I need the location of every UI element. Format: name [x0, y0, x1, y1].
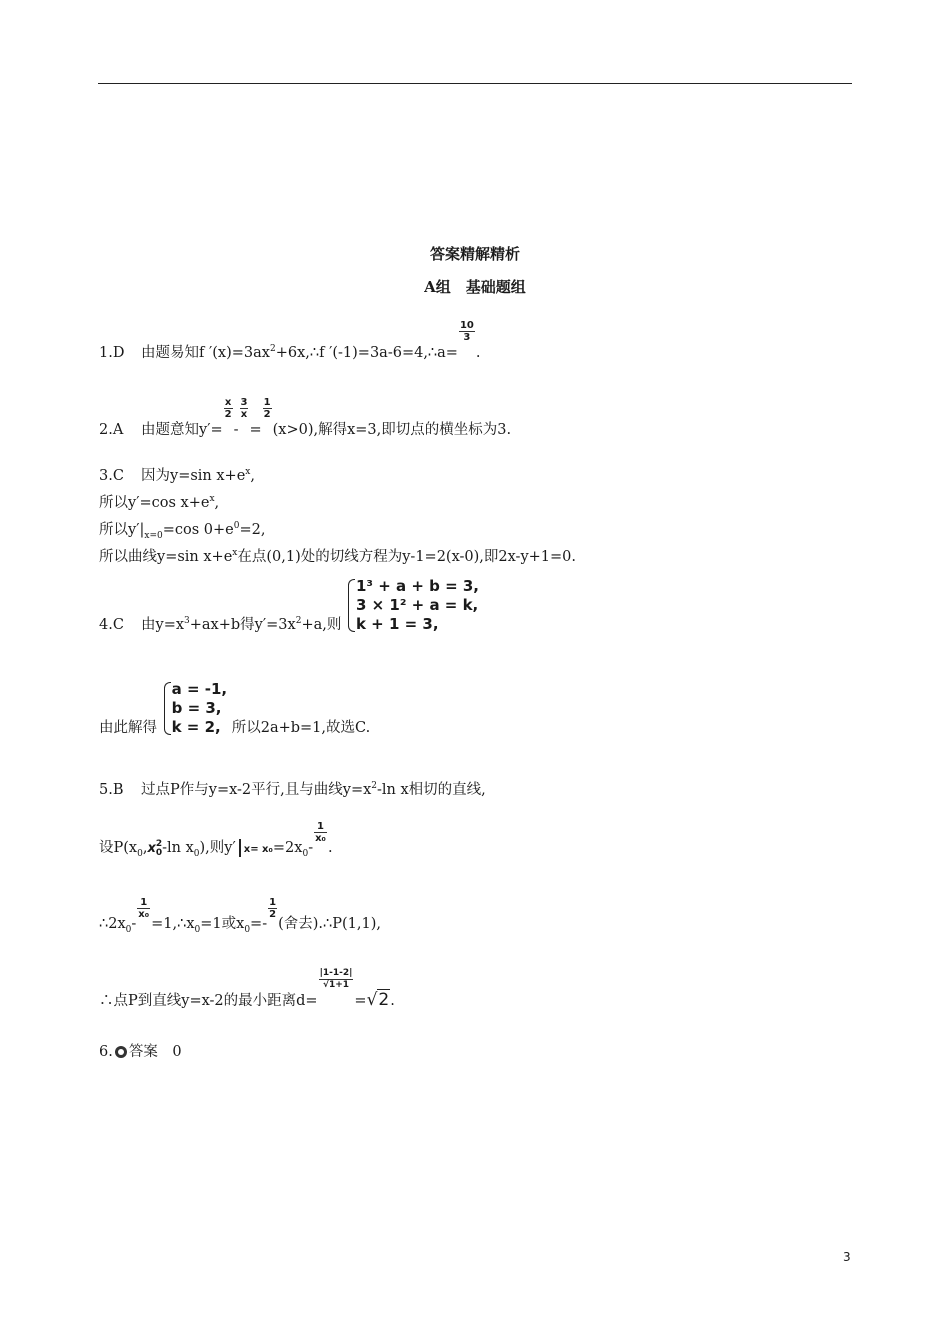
- superscript: 2: [295, 616, 302, 627]
- operator: -: [308, 840, 314, 856]
- subscript: 0: [193, 848, 200, 859]
- denominator: √1+1: [322, 979, 350, 990]
- evaluation-subscript: x= x₀: [243, 844, 273, 855]
- answer-text: =-: [250, 916, 268, 932]
- operator: -: [233, 422, 239, 438]
- denominator: x₀: [138, 908, 150, 920]
- numerator: 1: [269, 896, 277, 908]
- answer-text: =cos 0+e: [162, 522, 234, 538]
- denominator: x: [240, 408, 248, 420]
- answer-5-line-2: [99, 820, 333, 860]
- answer-text: +a,则: [301, 617, 342, 633]
- denominator: x₀: [315, 832, 326, 844]
- answer-text: 所以y′|: [99, 522, 145, 538]
- subscript: 0: [125, 924, 132, 935]
- answer-text: ,: [142, 840, 148, 856]
- answer-text: +ax+b得y′=3x: [189, 617, 296, 633]
- answer-value: 0: [172, 1044, 182, 1060]
- superscript: 2: [269, 344, 276, 355]
- numerator: |1-1-2|: [319, 967, 353, 978]
- answer-text: .: [475, 345, 481, 361]
- answer-5-line-4: [99, 967, 395, 1013]
- answer-text: =1,∴x: [151, 916, 195, 932]
- fraction: [268, 897, 277, 920]
- answer-text: ∴2x: [99, 916, 126, 932]
- answer-text: .: [390, 993, 395, 1009]
- answer-5-line-3: [99, 896, 381, 936]
- fraction: [263, 397, 272, 420]
- answer-text: .: [327, 840, 333, 856]
- answer-number: 2.A: [99, 422, 124, 438]
- equation: 3 × 1² + a = k,: [355, 596, 479, 614]
- answer-text: =2x: [272, 840, 303, 856]
- answer-text: =1或x: [200, 916, 245, 932]
- numerator: 1: [314, 821, 327, 833]
- subscript: x=0: [144, 530, 163, 541]
- equation: a = -1,: [171, 680, 228, 698]
- answer-number: 1.D: [99, 345, 125, 361]
- radical-sign: √: [366, 990, 378, 1010]
- answer-text: -ln x: [162, 840, 194, 856]
- answer-text: 因为y=sin x+e: [141, 468, 246, 484]
- equation: b = 3,: [171, 699, 222, 717]
- answer-3-line-3: [99, 518, 265, 541]
- answer-3-line-1: [99, 464, 255, 485]
- superscript: x: [245, 467, 251, 478]
- answer-text: 由题意知y′=: [141, 422, 223, 438]
- variable: x: [147, 841, 156, 856]
- page-title: 答案精解精析: [429, 245, 520, 263]
- solution-system: [162, 680, 228, 737]
- answer-text: ,: [214, 495, 220, 511]
- denominator: 2: [263, 408, 271, 420]
- math-term: [147, 838, 163, 858]
- equation: 1³ + a + b = 3,: [355, 577, 480, 595]
- answer-1: [99, 319, 481, 365]
- fraction: [319, 968, 354, 991]
- superscript: 3: [184, 616, 190, 627]
- superscript: 2: [155, 838, 163, 849]
- answer-text: +6x,∴f ′(-1)=3a-6=4,∴a=: [275, 345, 458, 361]
- equation: k = 2,: [171, 718, 221, 736]
- answer-text: 所以曲线y=sin x+e: [99, 549, 233, 565]
- answer-5-line-1: [99, 778, 486, 799]
- answer-text: 过点P作与y=x-2平行,且与曲线y=x: [141, 782, 372, 798]
- page-number: 3: [843, 1250, 851, 1264]
- answer-4-line-1: [99, 577, 479, 634]
- fraction: [224, 397, 233, 420]
- answer-text: ),则y′: [199, 840, 236, 856]
- section-title: A组 基础题组: [424, 278, 526, 296]
- answer-4-line-2: [99, 680, 370, 737]
- superscript: 2: [371, 781, 378, 792]
- subscript: 0: [244, 924, 251, 935]
- numerator: 1: [137, 897, 150, 909]
- fraction: [240, 397, 249, 420]
- denominator: 2: [269, 908, 277, 920]
- denominator: 2: [224, 408, 232, 420]
- answer-number: 3.C: [99, 468, 124, 484]
- numerator: x: [224, 396, 232, 408]
- answer-text: (x>0),解得x=3,即切点的横坐标为3.: [272, 422, 512, 438]
- answer-text: 由此解得: [99, 720, 157, 736]
- answer-6: [99, 1040, 182, 1061]
- answer-text: 在点(0,1)处的切线方程为y-1=2(x-0),即2x-y+1=0.: [237, 549, 576, 565]
- answer-text: -ln x相切的直线,: [377, 782, 486, 798]
- radicand: 2: [378, 990, 390, 1010]
- square-root: [367, 989, 391, 1010]
- answer-text: 所以y′=cos x+e: [99, 495, 210, 511]
- subscript: 0: [137, 848, 143, 859]
- equation-system: [346, 577, 479, 634]
- answer-number: 5.B: [99, 782, 124, 798]
- superscript: 0: [233, 521, 240, 532]
- answer-text: ∴点P到直线y=x-2的最小距离d=: [99, 993, 318, 1009]
- answer-text: ,: [250, 468, 255, 484]
- answer-text: (舍去).∴P(1,1),: [278, 916, 381, 932]
- answer-text: 设P(x: [99, 840, 138, 856]
- answer-2: [99, 396, 512, 442]
- operator: -: [131, 916, 137, 932]
- fraction: [314, 821, 327, 844]
- answer-number: 4.C: [99, 617, 124, 633]
- answer-text: =2,: [239, 522, 266, 538]
- evaluation-bar: [239, 839, 241, 857]
- operator: =: [354, 993, 367, 1009]
- answer-text: 由题易知f ′(x)=3ax: [141, 345, 270, 361]
- subscript: 0: [302, 848, 309, 859]
- answer-text: 所以2a+b=1,故选C.: [231, 720, 371, 736]
- subscript: 0: [194, 924, 201, 935]
- numerator: 3: [240, 396, 248, 408]
- superscript: x: [232, 548, 238, 559]
- answer-3-line-4: [99, 545, 576, 566]
- answer-3-line-2: [99, 491, 219, 512]
- answer-number: 6.: [99, 1044, 113, 1060]
- answer-text: 由y=x: [141, 617, 185, 633]
- fraction: [459, 320, 475, 343]
- answer-icon: [115, 1046, 127, 1058]
- equation: k + 1 = 3,: [355, 615, 439, 633]
- answer-label: 答案: [128, 1044, 158, 1060]
- operator: =: [249, 422, 262, 438]
- numerator: 1: [263, 396, 271, 408]
- fraction: [137, 897, 150, 920]
- superscript: x: [209, 494, 215, 505]
- numerator: 10: [459, 319, 474, 331]
- denominator: 3: [463, 331, 471, 343]
- header-rule: [98, 83, 852, 84]
- subscript: 0: [155, 847, 163, 858]
